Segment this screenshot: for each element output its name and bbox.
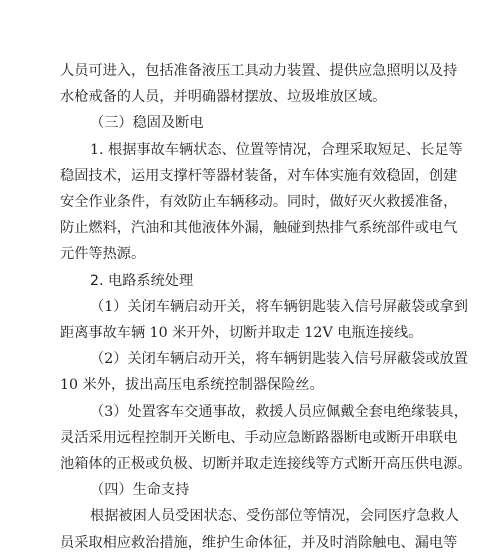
text-line-4: 1. 根据事故车辆状态、位置等情况，合理采取短足、长足等 bbox=[90, 141, 463, 158]
section-heading-3: （三）稳固及断电 bbox=[90, 115, 204, 132]
text-line-21: 员采取相应救治措施，维护生命体征，并及时消除触电、漏电等 bbox=[60, 534, 458, 551]
text-line-6: 安全作业条件，有效防止车辆移动。同时，做好灭火救援准备， bbox=[60, 194, 458, 210]
text-line-19: 根据被困人员受困状态、受伤部位等情况，会同医疗急救人 bbox=[90, 508, 459, 525]
text-line-15: 灵活采用远程控制开关断电、手动应急断路器断电或断开串联电 bbox=[60, 429, 458, 446]
text-line-5: 稳固技术，运用支撑杆等器材装备，对车体实施有效稳固，创建 bbox=[60, 167, 458, 184]
text-line-10: （1）关闭车辆启动开关，将车辆钥匙装入信号屏蔽袋或拿到 bbox=[90, 298, 468, 315]
text-line-2: 水枪戒备的人员，并明确器材摆放、垃圾堆放区域。 bbox=[60, 89, 387, 106]
section-heading-4: （四）生命支持 bbox=[90, 482, 190, 499]
text-line-12: （2）关闭车辆启动开关，将车辆钥匙装入信号屏蔽袋或放置 bbox=[90, 351, 468, 368]
text-line-11: 距离事故车辆 10 米开外，切断并取走 12V 电瓶连接线。 bbox=[60, 325, 423, 341]
text-line-8: 元件等热源。 bbox=[60, 246, 146, 263]
text-line-7: 防止燃料，汽油和其他液体外漏，触碰到热排气系统部件或电气 bbox=[60, 220, 458, 237]
text-line-13: 10 米外，拔出高压电系统控制器保险丝。 bbox=[60, 377, 324, 394]
subsection-heading-2: 2. 电路系统处理 bbox=[90, 272, 194, 289]
text-line-16: 池箱体的正极或负极、切断并取走连接线等方式断开高压供电源。 bbox=[60, 456, 472, 472]
text-line-14: （3）处置客车交通事故，救援人员应佩戴全套电绝缘装具， bbox=[90, 403, 468, 420]
text-line-1: 人员可进入，包括准备液压工具动力装置、提供应急照明以及持 bbox=[60, 63, 458, 79]
